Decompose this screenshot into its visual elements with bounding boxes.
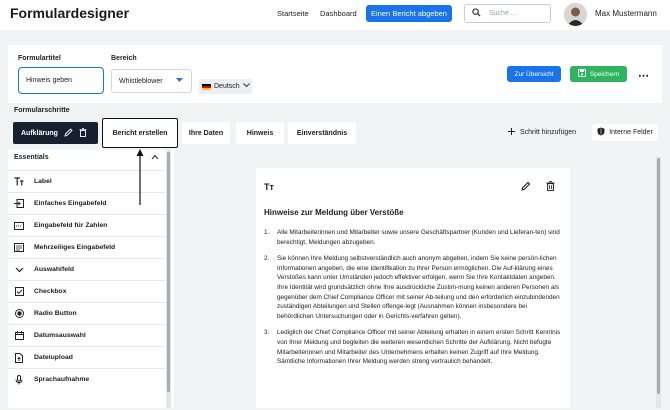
palette-item-text: Dateiupload (34, 354, 73, 361)
field-palette (8, 150, 174, 408)
palette-scrollbar-thumb[interactable] (167, 152, 170, 392)
content-list (264, 228, 562, 374)
shield-icon (597, 127, 605, 138)
avatar[interactable] (564, 3, 587, 26)
search-input[interactable] (464, 4, 551, 23)
input-arrow-icon (14, 199, 24, 209)
main-scrollbar-thumb[interactable] (657, 158, 660, 394)
tab-step-einverstaendnis[interactable]: Einverständnis (288, 122, 356, 144)
nav-link-startseite[interactable]: Startseite (277, 9, 309, 18)
chevron-down-icon (14, 265, 24, 275)
title-field-label: Formulartitel (18, 55, 61, 62)
palette-item-text: Datumsauswahl (34, 332, 86, 339)
add-step-button[interactable] (508, 128, 576, 137)
user-name[interactable]: Max Mustermann (595, 9, 657, 18)
save-icon (578, 69, 586, 79)
area-select[interactable] (111, 69, 192, 93)
palette-item-text: Label (34, 178, 52, 185)
caret-down-icon (176, 78, 183, 85)
chevron-up-icon[interactable] (151, 153, 159, 162)
language-value: Deutsch (214, 83, 240, 90)
microphone-icon (14, 375, 24, 385)
list-item-text: Sie können Ihre Meldung selbstverständlich auch anonym abgeben, indem Sie keine persön-lichen Informationen angeben, die eine Identifikation zu Ihrer Person ermöglichen. Die Auf-klärung eines Verstoßes kann unter Umständen jedoch effektiver erfolgen, wenn Sie Ihre Kontaktdaten angeben. Ihre Identität wird grundsätzlich ohne Ihre ausdrückliche Zustim-mung keinen anderen Personen als gegenüber dem Chief Compliance Officer mit seiner Ab-teilung und den erforderlich einzubindenden zuständigen Abteilungen und Stellen offenge-legt (Ausnahmen können insbesondere bei behördlichen Untersuchungen oder in Gerichts-verfahren gelten). (277, 255, 560, 320)
add-step-label: Schritt hinzufügen (520, 129, 577, 136)
more-options-icon[interactable]: ⋯ (638, 70, 650, 82)
tab-step-ihre-daten[interactable]: Ihre Daten (182, 122, 230, 144)
delete-icon[interactable] (546, 181, 555, 193)
palette-item-select[interactable] (8, 258, 168, 280)
palette-item-radio[interactable] (8, 302, 168, 324)
tab-step-hinweis[interactable]: Hinweis (236, 122, 284, 144)
step-label: Aufklärung (21, 129, 58, 137)
top-bar (0, 0, 670, 30)
title-input[interactable]: Hinweis geben (18, 67, 104, 94)
multiline-icon (14, 243, 24, 253)
annotation-arrow-icon (134, 148, 146, 206)
palette-item-checkbox[interactable] (8, 280, 168, 302)
palette-item-text: Eingabefeld für Zahlen (34, 222, 108, 229)
number-field-icon (14, 221, 24, 231)
palette-item-text: Sprachaufnahme (34, 376, 90, 383)
list-item: 1. Alle Mitarbeiterinnen und Mitarbeiter sowie unsere Geschäftspartner (Kunden und Lieferan-ten) sind berechtigt, Meldungen abzugeben. (264, 228, 562, 247)
palette-item-text: Checkbox (34, 288, 67, 295)
chevron-down-icon (243, 83, 250, 90)
submit-report-button[interactable]: Einen Bericht abgeben (366, 5, 452, 22)
area-field-label: Bereich (111, 55, 137, 62)
plus-icon (508, 128, 515, 137)
list-item: 3. Lediglich der Chief Compliance Officer mit seiner Abteilung erhalten in einem ersten Schritt Kenntnis von Ihrer Meldung und begleiten die weiteren wesentlichen Schritte der Aufklärung. Nicht befugte Mitarbeiterinnen und Mitarbeiter des Unternehmens erhalten keinen Zugriff auf Ihre Meldung. Sämtliche Informationen Ihrer Meldung werden streng vertraulich behandelt. (264, 329, 561, 366)
save-button[interactable] (570, 66, 627, 82)
list-item: 2. Sie können Ihre Meldung selbstverständlich auch anonym abgeben, indem Sie keine persön-lichen Informationen angeben, die eine Identifikation zu Ihrer Person ermöglichen. Die Auf-klärung eines Verstoßes kann unter Umständen jedoch effektiver erfolgen, wenn Sie Ihre Kontaktdaten angeben. Ihre Identität wird grundsätzlich ohne Ihre ausdrückliche Zustim-mung keinen anderen Personen als gegenüber dem Chief Compliance Officer mit seiner Ab-teilung und den erforderlich einzubindenden zuständigen Abteilungen und Stellen offenge-legt (Ausnahmen können insbesondere bei behördlichen Untersuchungen oder in Gerichts-verfahren gelten). (264, 254, 562, 321)
german-flag-icon (202, 84, 211, 90)
search-icon (472, 8, 481, 19)
internal-fields-button[interactable] (592, 124, 658, 141)
app-title: Formulardesigner (10, 5, 130, 21)
file-upload-icon (14, 353, 24, 363)
list-item-text: Alle Mitarbeiterinnen und Mitarbeiter sowie unsere Geschäftspartner (Kunden und Lieferan-ten) sind berechtigt, Meldungen abzugeben. (277, 229, 560, 246)
content-title: Hinweise zur Meldung über Verstöße (264, 208, 404, 217)
palette-item-text: Einfaches Eingabefeld (34, 200, 107, 207)
pencil-icon[interactable] (64, 128, 73, 139)
checkbox-icon (14, 287, 24, 297)
palette-heading: Essentials (14, 154, 49, 161)
area-select-value: Whistleblower (119, 77, 163, 85)
palette-item-text: Radio Button (34, 310, 77, 317)
save-button-label: Speichern (589, 70, 620, 78)
trash-icon[interactable] (79, 128, 87, 139)
radio-icon (14, 309, 24, 319)
palette-item-voice-recording[interactable] (8, 368, 168, 390)
palette-item-text: Mehrzeiliges Eingabefeld (34, 244, 116, 251)
palette-item-text: Auswahlfeld (34, 266, 75, 273)
tab-step-aufklaerung[interactable] (13, 122, 98, 144)
edit-icon[interactable] (521, 181, 531, 193)
internal-fields-label: Interne Felder (609, 129, 653, 136)
steps-label: Formularschritte (14, 107, 70, 114)
form-element-card[interactable] (256, 168, 570, 408)
tab-step-bericht-erstellen[interactable]: Bericht erstellen (102, 118, 178, 148)
palette-item-date[interactable] (8, 324, 168, 346)
form-settings-card (8, 45, 662, 103)
language-select[interactable] (199, 79, 252, 94)
palette-item-number-input[interactable] (8, 214, 168, 236)
text-type-icon: Tт (264, 182, 274, 192)
palette-item-multiline-input[interactable] (8, 236, 168, 258)
palette-item-file-upload[interactable] (8, 346, 168, 368)
overview-button[interactable]: Zur Übersicht (507, 66, 561, 82)
text-icon (14, 177, 24, 187)
calendar-icon (14, 331, 24, 341)
search-placeholder: Suche ... (489, 10, 517, 17)
list-item-text: Lediglich der Chief Compliance Officer mit seiner Abteilung erhalten in einem ersten Schritt Kenntnis von Ihrer Meldung und begleiten die weiteren wesentlichen Schritte der Aufklärung. Nicht befugte Mitarbeiterinnen und Mitarbeiter des Unternehmens erhalten keinen Zugriff auf Ihre Meldung. Sämtliche Informationen Ihrer Meldung werden streng vertraulich behandelt. (277, 329, 561, 366)
nav-link-dashboard[interactable]: Dashboard (320, 9, 357, 18)
